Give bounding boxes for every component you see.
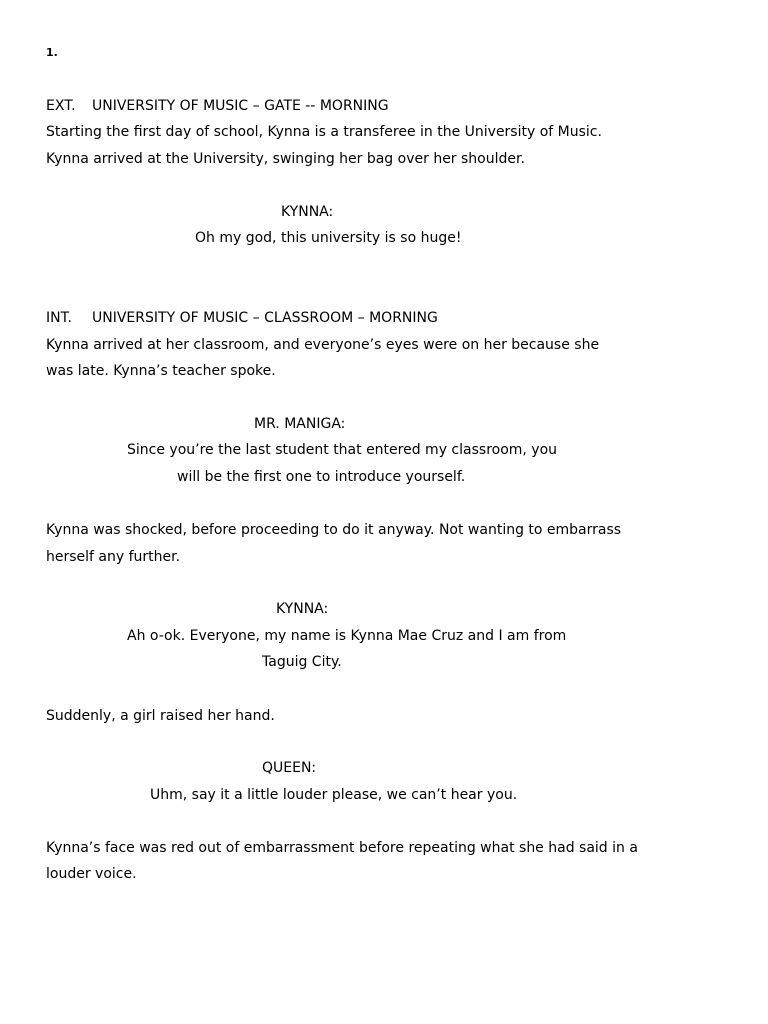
- action-line: Kynna’s face was red out of embarrassment before repeating what she had said in a: [46, 840, 638, 856]
- action-line: Suddenly, a girl raised her hand.: [46, 708, 275, 724]
- action-line: Starting the first day of school, Kynna is a transferee in the University of Music.: [46, 124, 602, 140]
- page-number: 1.: [46, 46, 58, 59]
- action-line: Kynna was shocked, before proceeding to do it anyway. Not wanting to embarrass: [46, 522, 622, 538]
- character-name: KYNNA:: [276, 601, 329, 617]
- scene-heading-location: UNIVERSITY OF MUSIC – CLASSROOM – MORNING: [92, 310, 438, 326]
- action-line: herself any further.: [46, 549, 181, 565]
- action-line: louder voice.: [46, 866, 137, 882]
- character-name: MR. MANIGA:: [254, 416, 346, 432]
- action-line: Kynna arrived at her classroom, and everyone’s eyes were on her because she: [46, 337, 600, 353]
- dialogue-line: Since you’re the last student that entered my classroom, you: [127, 442, 558, 458]
- scene-heading-location: UNIVERSITY OF MUSIC – GATE -- MORNING: [92, 98, 389, 114]
- action-line: Kynna arrived at the University, swinging her bag over her shoulder.: [46, 151, 525, 167]
- dialogue-line: Taguig City.: [262, 654, 342, 670]
- dialogue-line: Oh my god, this university is so huge!: [195, 230, 462, 246]
- scene-heading-type: INT.: [46, 310, 72, 326]
- scene-heading-type: EXT.: [46, 98, 76, 114]
- character-name: KYNNA:: [281, 204, 334, 220]
- action-line: was late. Kynna’s teacher spoke.: [46, 363, 276, 379]
- character-name: QUEEN:: [262, 760, 317, 776]
- dialogue-line: Uhm, say it a little louder please, we can’t hear you.: [150, 787, 518, 803]
- dialogue-line: will be the first one to introduce yourself.: [177, 469, 466, 485]
- dialogue-line: Ah o-ok. Everyone, my name is Kynna Mae Cruz and I am from: [127, 628, 567, 644]
